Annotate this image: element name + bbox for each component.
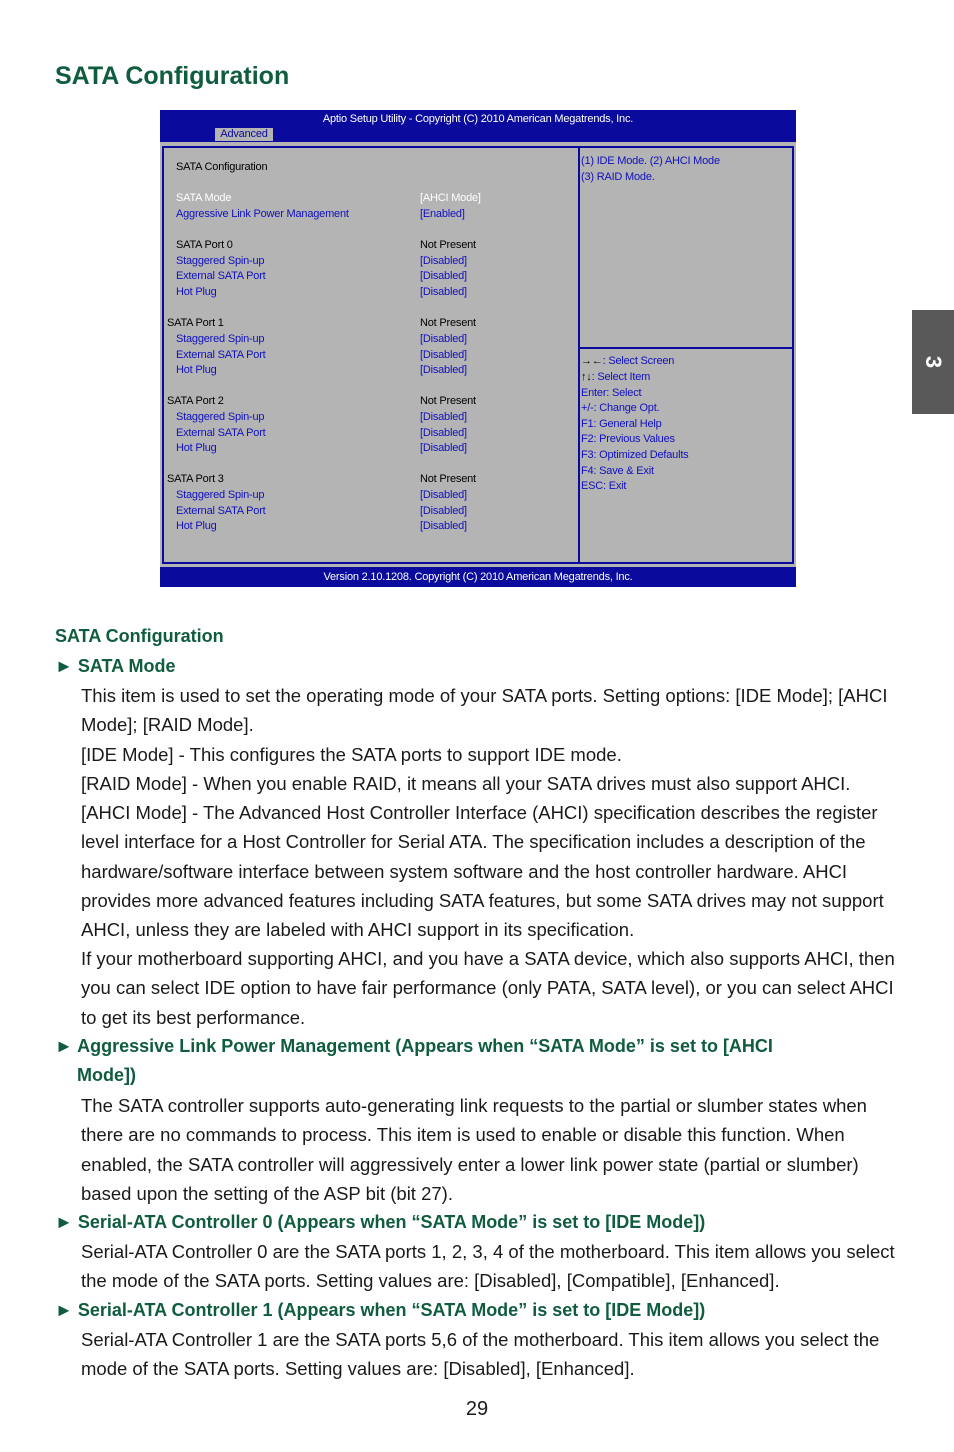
up-down-arrow-icon: ↑↓ [581,371,592,383]
paragraph: [AHCI Mode] - The Advanced Host Controller Interface (AHCI) specification describes the register level interface for a Host Controller for Serial ATA. The specification includes a description of the hardware/software interface between system software and the host controller hardware. AHCI provides more advanced features including SATA features, but some SATA drives may not support AHCI, unless they are labeled with AHCI support in its specification. [81,802,884,941]
left-right-arrow-icon: →← [581,355,603,367]
bios-key-esc: ESC: Exit [581,480,627,492]
bios-value-sata-mode[interactable]: [AHCI Mode] [420,192,481,204]
bios-value-staggered-spinup[interactable]: [Disabled] [420,489,467,501]
bios-port-label: SATA Port 2 [167,395,224,407]
bios-divider-horizontal [580,347,792,349]
bios-setting-external-sata[interactable]: External SATA Port [176,427,266,439]
bios-setting-staggered-spinup[interactable]: Staggered Spin-up [176,333,265,345]
bios-setting-hot-plug[interactable]: Hot Plug [176,286,217,298]
bios-key-f2: F2: Previous Values [581,433,675,445]
bios-setting-staggered-spinup[interactable]: Staggered Spin-up [176,255,265,267]
bios-port-label: SATA Port 1 [167,317,224,329]
bios-key-select-item: ↑↓: Select Item [581,371,651,383]
bios-value-external-sata[interactable]: [Disabled] [420,505,467,517]
paragraph: This item is used to set the operating mode of your SATA ports. Setting options: [IDE Mode]; [AHCI Mode]; [RAID Mode]. [81,685,888,736]
bios-tab-advanced[interactable]: Advanced [215,128,273,141]
bios-header-title: Aptio Setup Utility - Copyright (C) 2010 American Megatrends, Inc. [322,113,634,125]
bios-setting-external-sata[interactable]: External SATA Port [176,505,266,517]
bios-setting-external-sata[interactable]: External SATA Port [176,349,266,361]
paragraph: Serial-ATA Controller 0 are the SATA ports 1, 2, 3, 4 of the motherboard. This item allows you select the mode of the SATA ports. Setting values are: [Disabled], [Compatible], [Enhanced]. [81,1241,895,1292]
bios-key-f1: F1: General Help [581,418,662,430]
item-heading-sata-mode: ► SATA Mode [55,656,176,676]
bios-value-hot-plug[interactable]: [Disabled] [420,286,467,298]
bios-setting-external-sata[interactable]: External SATA Port [176,270,266,282]
bios-setting-alpm[interactable]: Aggressive Link Power Management [176,208,349,220]
bios-value-hot-plug[interactable]: [Disabled] [420,520,467,532]
bios-setting-staggered-spinup[interactable]: Staggered Spin-up [176,489,265,501]
bios-setting-hot-plug[interactable]: Hot Plug [176,520,217,532]
bios-value-external-sata[interactable]: [Disabled] [420,427,467,439]
bios-value-staggered-spinup[interactable]: [Disabled] [420,411,467,423]
bios-section-label: SATA Configuration [176,161,268,173]
bios-value-staggered-spinup[interactable]: [Disabled] [420,255,467,267]
bios-header [160,110,796,142]
bios-key-change: +/-: Change Opt. [581,402,660,414]
section-heading: SATA Configuration [55,626,224,646]
bios-help-text: (3) RAID Mode. [581,171,655,183]
item-heading-controller-1: ► Serial-ATA Controller 1 (Appears when “SATA Mode” is set to [IDE Mode]) [55,1300,706,1320]
paragraph: [RAID Mode] - When you enable RAID, it means all your SATA drives must also support AHCI. [81,773,851,794]
page-title: SATA Configuration [55,62,290,90]
bios-setting-hot-plug[interactable]: Hot Plug [176,442,217,454]
bios-key-f4: F4: Save & Exit [581,465,654,477]
item-heading-alpm: ► Aggressive Link Power Management (Appears when “SATA Mode” is set to [AHCI [55,1036,773,1056]
bios-frame [162,146,794,564]
paragraph: The SATA controller supports auto-generating link requests to the partial or slumber states when there are no commands to process. This item is used to enable or disable this function. When enabled, the SATA controller will aggressively enter a lower link power state (partial or slumber) based upon the setting of the ASP bit (bit 27). [81,1095,867,1204]
bios-port-label: SATA Port 3 [167,473,224,485]
bios-footer: Version 2.10.1208. Copyright (C) 2010 American Megatrends, Inc. [160,567,796,587]
bios-key-select-screen: →←: Select Screen [581,355,675,367]
paragraph: If your motherboard supporting AHCI, and you have a SATA device, which also supports AHCI, then you can select IDE option to have fair performance (only PATA, SATA level), or you can select AHCI to get its best performance. [81,948,895,1028]
bios-value-alpm[interactable]: [Enabled] [420,208,465,220]
bios-port-status: Not Present [420,473,476,485]
bios-port-label: SATA Port 0 [176,239,233,251]
bios-port-status: Not Present [420,395,476,407]
bios-setting-staggered-spinup[interactable]: Staggered Spin-up [176,411,265,423]
bios-setting-hot-plug[interactable]: Hot Plug [176,364,217,376]
bios-key-f3: F3: Optimized Defaults [581,449,689,461]
bios-setting-sata-mode[interactable]: SATA Mode [176,192,232,204]
page-number: 29 [465,1398,489,1420]
paragraph: Serial-ATA Controller 1 are the SATA ports 5,6 of the motherboard. This item allows you select the mode of the SATA ports. Setting values are: [Disabled], [Enhanced]. [81,1329,880,1380]
item-heading-alpm-cont: Mode]) [77,1065,136,1085]
bios-port-status: Not Present [420,317,476,329]
chapter-number: 3 [921,355,946,369]
paragraph: [IDE Mode] - This configures the SATA ports to support IDE mode. [81,744,622,765]
bios-value-staggered-spinup[interactable]: [Disabled] [420,333,467,345]
bios-help-text: (1) IDE Mode. (2) AHCI Mode [581,155,720,167]
bios-divider-vertical [578,148,580,562]
bios-value-hot-plug[interactable]: [Disabled] [420,442,467,454]
bios-port-status: Not Present [420,239,476,251]
chapter-tab [912,310,954,414]
bios-value-hot-plug[interactable]: [Disabled] [420,364,467,376]
bios-screenshot [160,110,796,587]
item-heading-controller-0: ► Serial-ATA Controller 0 (Appears when “SATA Mode” is set to [IDE Mode]) [55,1212,706,1232]
bios-value-external-sata[interactable]: [Disabled] [420,349,467,361]
bios-value-external-sata[interactable]: [Disabled] [420,270,467,282]
bios-key-enter: Enter: Select [581,387,642,399]
